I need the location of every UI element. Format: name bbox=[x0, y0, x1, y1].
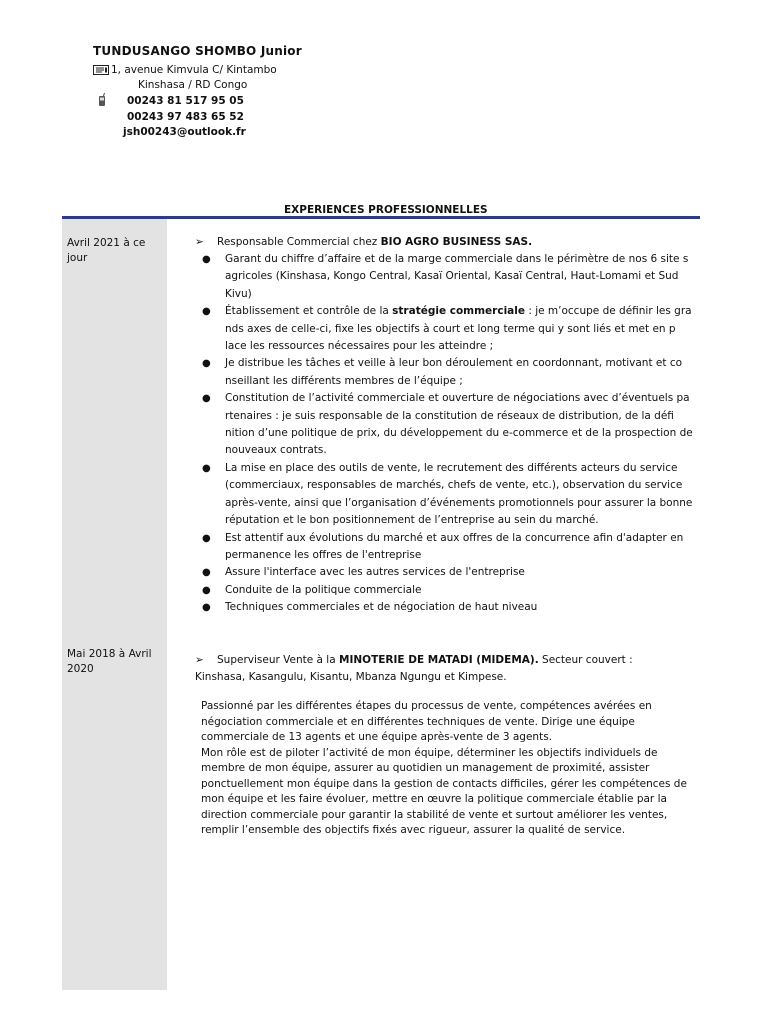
round-bullet-icon: ● bbox=[202, 462, 211, 474]
mobile-phone-icon bbox=[97, 93, 107, 107]
list-item: ● La mise en place des outils de vente, le recrutement des différents acteurs du service (commerciaux, responsables de marchés, chefs de vente, etc.), observation du service après-vente, ainsi que l’organisation d’événements promotionnels pour assurer la bonne réputation et le bon positionnement de l’entreprise au sein du marché. bbox=[202, 461, 693, 527]
list-item: ● Constitution de l’activité commerciale et ouverture de négociations avec d’éventuels pa rtenaires : je suis responsable de la constitution de réseaux de distribution, de la défi nition d’une politique de prix, du développement du e-commerce et de la prospection de nouveaux contrats. bbox=[202, 392, 693, 457]
list-item: ● Garant du chiffre d’affaire et de la marge commerciale dans le périmètre de nos 6 site s agricoles (Kinshasa, Kongo Central, Kasaï Oriental, Kasaï Central, Haut-Lomami et Sud Kivu) bbox=[202, 253, 689, 300]
list-item: ● Est attentif aux évolutions du marché et aux offres de la concurrence afin d'adapter en permanence les offres de l'entreprise bbox=[202, 531, 684, 561]
round-bullet-icon: ● bbox=[202, 567, 211, 579]
round-bullet-icon: ● bbox=[202, 584, 211, 596]
address-line-1: 1, avenue Kimvula C/ Kintambo bbox=[111, 64, 277, 76]
list-item: ● Techniques commerciales et de négociation de haut niveau bbox=[200, 599, 698, 616]
arrow-bullet-icon: ➢ bbox=[195, 236, 204, 248]
round-bullet-icon: ● bbox=[202, 254, 211, 265]
job2-title: ➢ Superviseur Vente à la MINOTERIE DE MATADI (MIDEMA). Secteur couvert : Kinshasa, Kasangulu, Kisantu, Mbanza Ngungu et Kimpese. bbox=[195, 654, 633, 683]
job1-responsibilities bbox=[200, 251, 698, 617]
job1-period: Avril 2021 à ce jour bbox=[67, 237, 146, 264]
fax-icon bbox=[93, 64, 109, 75]
date-column bbox=[62, 219, 167, 990]
candidate-name: TUNDUSANGO SHOMBO Junior bbox=[93, 44, 302, 58]
round-bullet-icon: ● bbox=[202, 306, 211, 318]
job2-company: MINOTERIE DE MATADI (MIDEMA). bbox=[339, 654, 539, 666]
list-item: ● Assure l'interface avec les autres services de l'entreprise bbox=[200, 564, 698, 581]
round-bullet-icon: ● bbox=[202, 602, 211, 614]
job2-period: Mai 2018 à Avril 2020 bbox=[67, 648, 152, 675]
section-title: EXPERIENCES PROFESSIONNELLES bbox=[284, 204, 488, 216]
job2-paragraph-2: Mon rôle est de piloter l’activité de mon équipe, déterminer les objectifs individuels de membre de mon équipe, assurer au quotidien un management de proximité, assister ponctuellement mon équipe dans la gestion de contacts difficiles, gérer les compétences de mon équipe et les faire évoluer, mettre en œuvre la politique commerciale établie par la direction commerciale pour garantir la stabilité de vente et surtout améliorer les ventes, remplir l’ensemble des objectifs fixés avec rigueur, assurer la qualité de service. bbox=[201, 746, 687, 836]
list-item: ● Conduite de la politique commerciale bbox=[200, 582, 698, 599]
job1-company: BIO AGRO BUSINESS SAS. bbox=[380, 236, 533, 248]
job1-title: ➢ Responsable Commercial chez BIO AGRO BUSINESS SAS. bbox=[195, 234, 685, 251]
list-item: ● Établissement et contrôle de la stratégie commerciale : je m’occupe de définir les gra nds axes de celle-ci, fixe les objectifs à court et long terme qui y sont liés et met en p lace les ressources nécessaires pour les atteindre ; bbox=[202, 305, 692, 353]
job2-paragraph-1: Passionné par les différentes étapes du processus de vente, compétences avérées en négociation commerciale et en différentes techniques de vente. Dirige une équipe commerciale de 13 agents et une équipe après-vente de 3 agents. bbox=[201, 700, 652, 743]
email-address: jsh00243@outlook.fr bbox=[123, 126, 246, 138]
round-bullet-icon: ● bbox=[202, 532, 211, 544]
phone-number-1: 00243 81 517 95 05 bbox=[127, 95, 244, 107]
list-item: ● Je distribue les tâches et veille à leur bon déroulement en coordonnant, motivant et co nseillant les différents membres de l’équipe ; bbox=[202, 357, 683, 387]
round-bullet-icon: ● bbox=[202, 393, 211, 405]
cv-header bbox=[0, 0, 768, 150]
round-bullet-icon: ● bbox=[202, 358, 211, 370]
address-line-2: Kinshasa / RD Congo bbox=[138, 79, 248, 91]
phone-number-2: 00243 97 483 65 52 bbox=[127, 111, 244, 123]
job2-description bbox=[201, 699, 701, 839]
arrow-bullet-icon: ➢ bbox=[195, 654, 204, 666]
